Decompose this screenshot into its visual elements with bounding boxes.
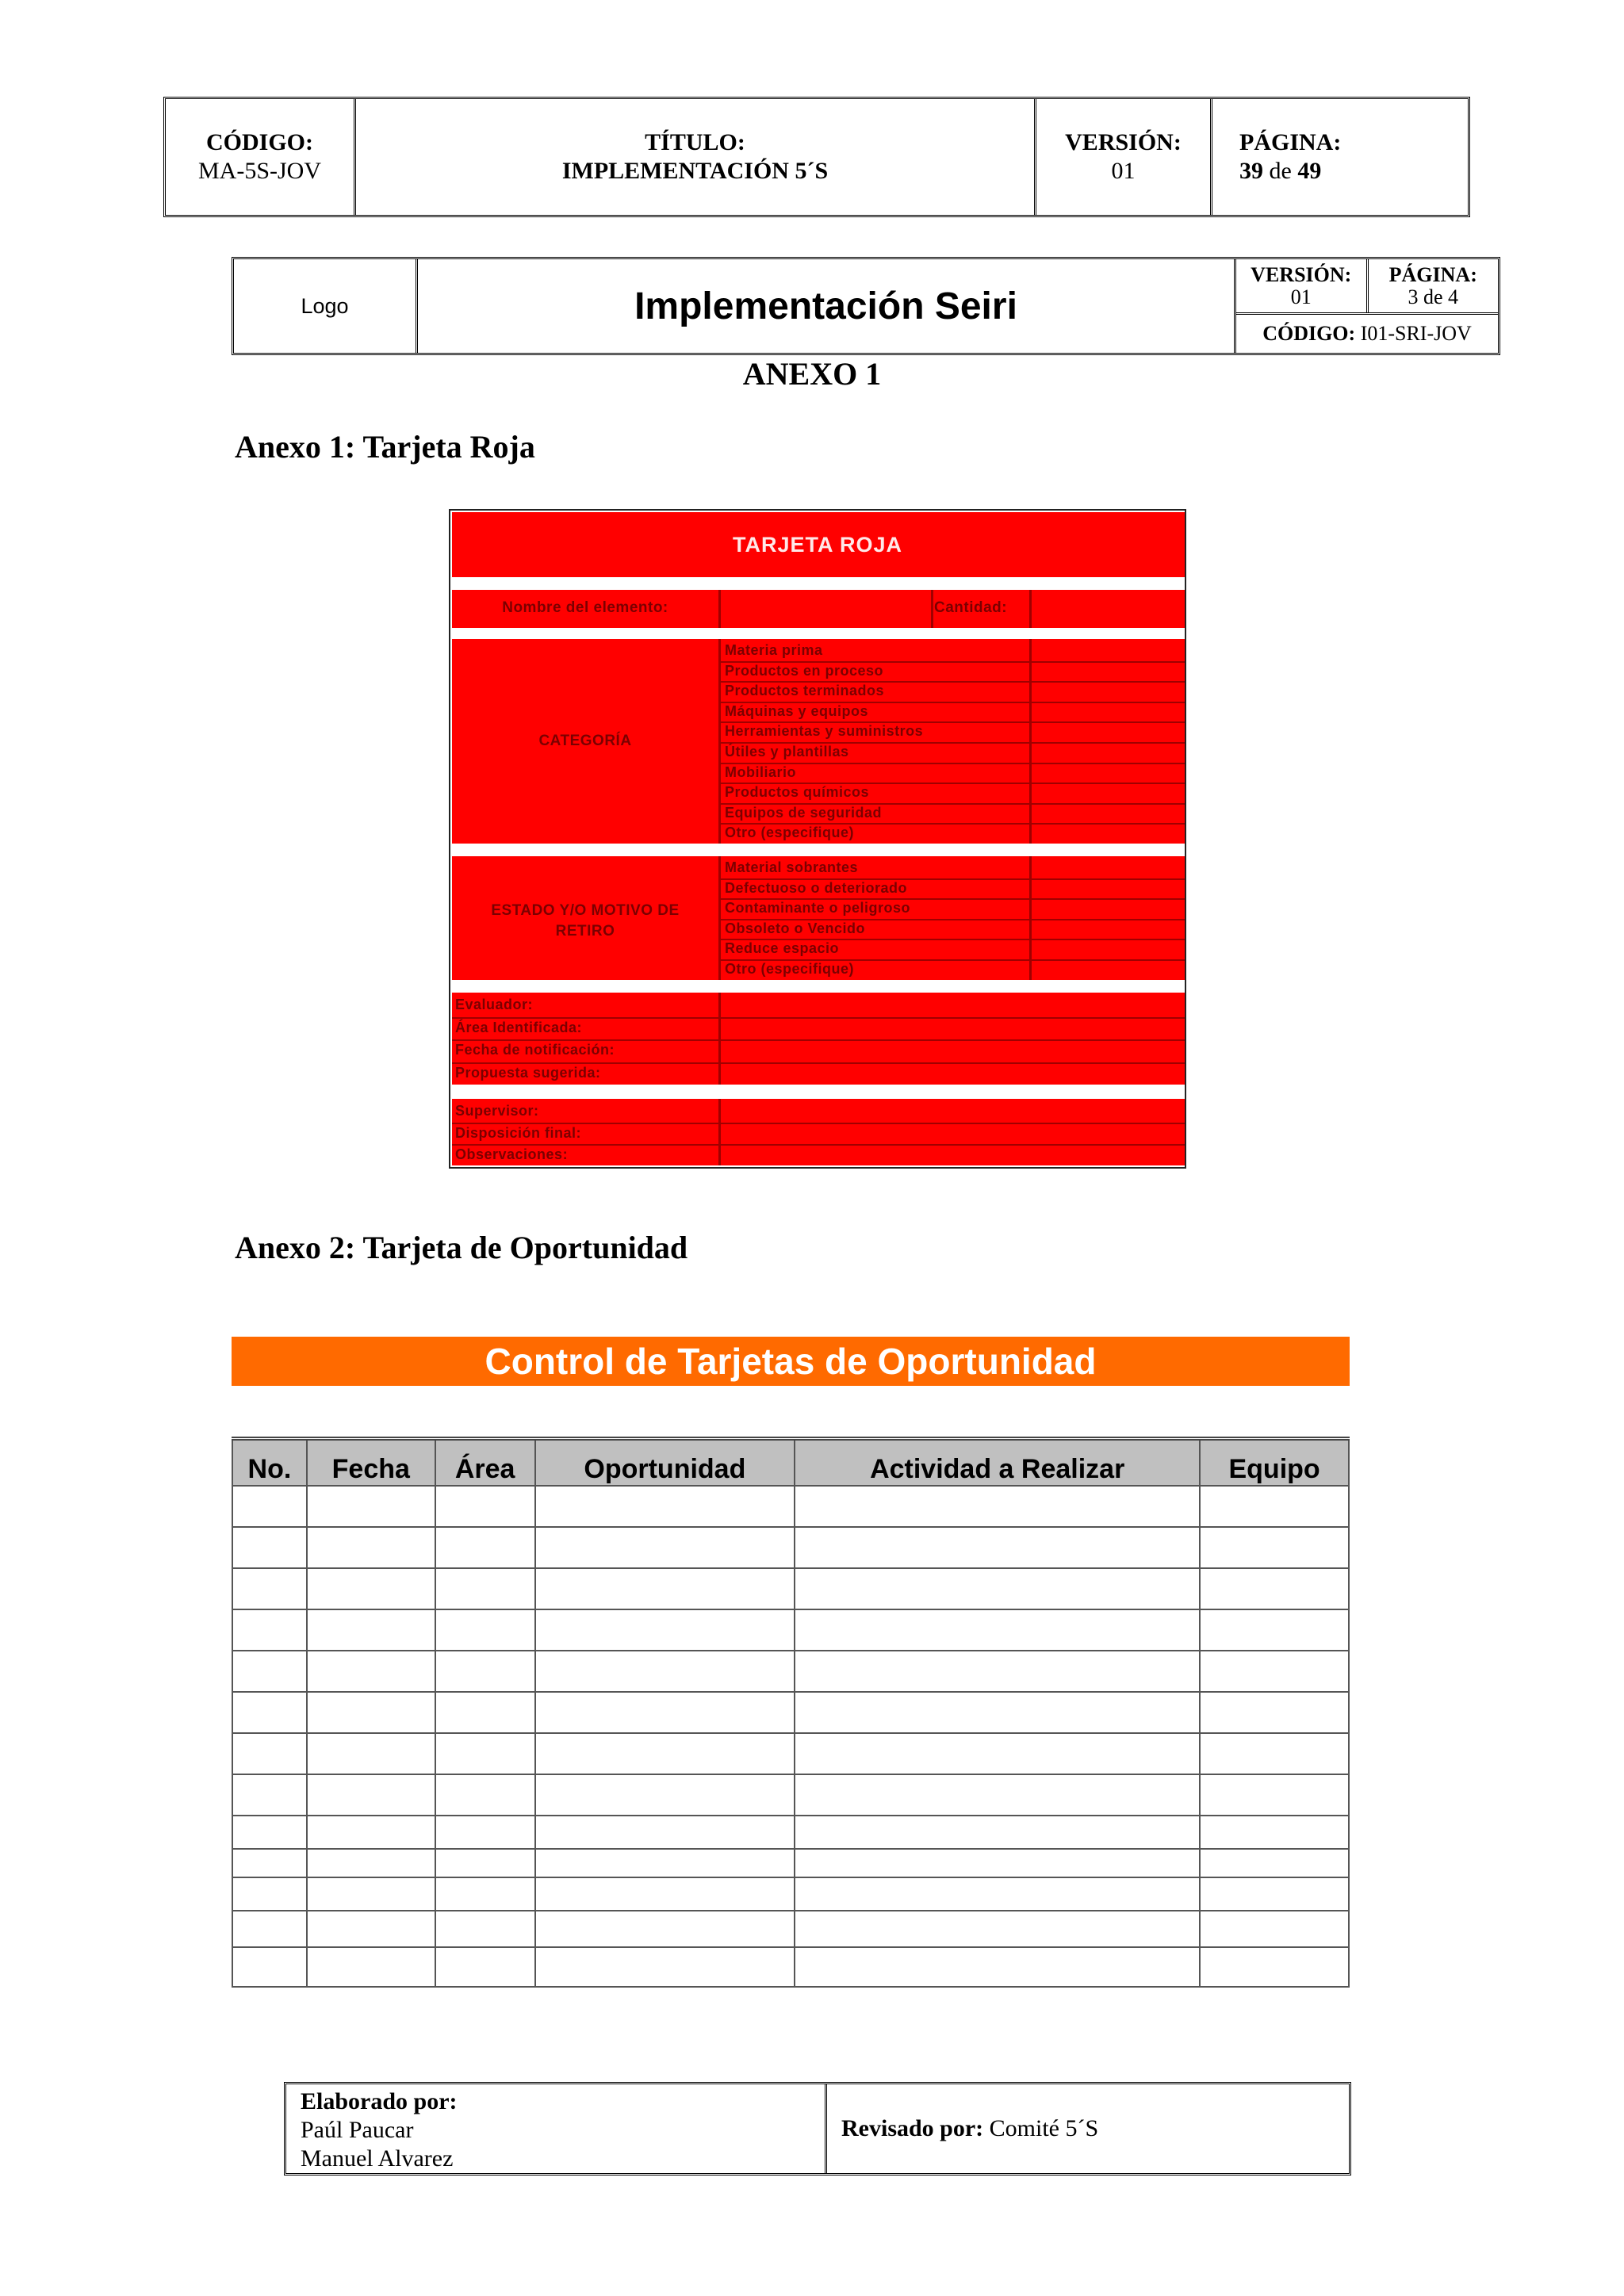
table-cell[interactable] bbox=[535, 1486, 795, 1527]
table-cell[interactable] bbox=[435, 1774, 535, 1816]
procedure-pagina-value: 3 de 4 bbox=[1408, 285, 1459, 308]
estado-item: Material sobrantes bbox=[725, 859, 859, 875]
table-cell[interactable] bbox=[232, 1486, 307, 1527]
table-row bbox=[232, 1651, 1349, 1692]
table-cell[interactable] bbox=[232, 1733, 307, 1774]
table-cell[interactable] bbox=[535, 1609, 795, 1651]
titulo-label: TÍTULO: bbox=[645, 129, 745, 155]
table-cell[interactable] bbox=[232, 1609, 307, 1651]
header-pagina bbox=[1212, 99, 1468, 215]
header-version bbox=[1036, 99, 1212, 215]
table-cell[interactable] bbox=[232, 1692, 307, 1733]
categoria-label: CATEGORÍA bbox=[538, 733, 632, 749]
table-cell[interactable] bbox=[795, 1692, 1200, 1733]
revisado-por bbox=[827, 2084, 1349, 2173]
elaborado-por bbox=[286, 2084, 827, 2173]
table-cell[interactable] bbox=[795, 1568, 1200, 1609]
revisado-value: Comité 5´S bbox=[989, 2115, 1099, 2141]
table-cell[interactable] bbox=[535, 1733, 795, 1774]
table-cell[interactable] bbox=[307, 1692, 435, 1733]
categoria-item: Máquinas y equipos bbox=[725, 702, 869, 719]
table-cell[interactable] bbox=[535, 1877, 795, 1911]
col-no: No. bbox=[232, 1439, 307, 1487]
table-cell[interactable] bbox=[307, 1527, 435, 1568]
pagina-de: de bbox=[1269, 158, 1292, 184]
table-row bbox=[232, 1568, 1349, 1609]
table-row bbox=[232, 1774, 1349, 1816]
table-cell[interactable] bbox=[307, 1947, 435, 1987]
table-cell[interactable] bbox=[307, 1877, 435, 1911]
table-cell[interactable] bbox=[795, 1947, 1200, 1987]
version-value: 01 bbox=[1111, 158, 1136, 184]
anexo-heading: ANEXO 1 bbox=[742, 356, 882, 392]
estado-label-line1: ESTADO Y/O MOTIVO DE bbox=[491, 902, 680, 919]
cantidad-divider-left bbox=[931, 590, 933, 628]
cantidad-label: Cantidad: bbox=[934, 599, 1008, 616]
table-cell[interactable] bbox=[307, 1609, 435, 1651]
control-banner: Control de Tarjetas de Oportunidad bbox=[232, 1337, 1350, 1386]
table-cell[interactable] bbox=[232, 1527, 307, 1568]
table-cell[interactable] bbox=[232, 1774, 307, 1816]
pagina-value bbox=[1239, 157, 1321, 186]
table-cell[interactable] bbox=[1200, 1527, 1349, 1568]
table-cell[interactable] bbox=[307, 1774, 435, 1816]
approval-footer bbox=[284, 2082, 1351, 2175]
col-actividad: Actividad a Realizar bbox=[795, 1439, 1200, 1487]
table-cell[interactable] bbox=[1200, 1877, 1349, 1911]
field-a-item: Fecha de notificación: bbox=[455, 1042, 615, 1058]
categoria-item: Equipos de seguridad bbox=[725, 804, 883, 821]
table-cell[interactable] bbox=[1200, 1568, 1349, 1609]
categoria-item: Otro (especifique) bbox=[725, 825, 855, 841]
table-cell[interactable] bbox=[435, 1527, 535, 1568]
procedure-meta bbox=[1236, 259, 1498, 353]
table-cell[interactable] bbox=[307, 1733, 435, 1774]
procedure-version-label: VERSIÓN: bbox=[1251, 262, 1352, 286]
table-cell[interactable] bbox=[307, 1486, 435, 1527]
table-cell[interactable] bbox=[795, 1486, 1200, 1527]
procedure-title: Implementación Seiri bbox=[418, 259, 1236, 353]
table-cell[interactable] bbox=[535, 1911, 795, 1947]
table-cell[interactable] bbox=[435, 1947, 535, 1987]
col-oportunidad: Oportunidad bbox=[535, 1439, 795, 1487]
table-cell[interactable] bbox=[1200, 1911, 1349, 1947]
table-cell[interactable] bbox=[307, 1911, 435, 1947]
table-cell[interactable] bbox=[232, 1816, 307, 1849]
anexo2-title: Anexo 2: Tarjeta de Oportunidad bbox=[235, 1230, 688, 1265]
table-cell[interactable] bbox=[232, 1849, 307, 1877]
table-cell[interactable] bbox=[232, 1947, 307, 1987]
table-cell[interactable] bbox=[232, 1877, 307, 1911]
field-b-item: Disposición final: bbox=[455, 1124, 582, 1141]
col-equipo: Equipo bbox=[1200, 1439, 1349, 1487]
table-row bbox=[232, 1692, 1349, 1733]
table-cell[interactable] bbox=[1200, 1733, 1349, 1774]
anexo1-title: Anexo 1: Tarjeta Roja bbox=[235, 429, 535, 465]
field-a-row-line bbox=[452, 1039, 1185, 1041]
cantidad-divider-right bbox=[1029, 590, 1032, 628]
table-row bbox=[232, 1486, 1349, 1527]
field-a-row-line bbox=[452, 1062, 1185, 1064]
table-cell[interactable] bbox=[1200, 1651, 1349, 1692]
table-cell[interactable] bbox=[1200, 1609, 1349, 1651]
table-cell[interactable] bbox=[435, 1609, 535, 1651]
table-cell[interactable] bbox=[795, 1527, 1200, 1568]
table-cell[interactable] bbox=[535, 1816, 795, 1849]
elaborado-name-1: Paúl Paucar bbox=[301, 2117, 414, 2143]
tarjeta-roja-card bbox=[449, 509, 1186, 1169]
field-b-row-line bbox=[452, 1144, 1185, 1146]
table-cell[interactable] bbox=[1200, 1947, 1349, 1987]
fields-a-divider bbox=[718, 993, 721, 1085]
field-a-item: Área Identificada: bbox=[455, 1019, 583, 1035]
table-cell[interactable] bbox=[435, 1568, 535, 1609]
procedure-version-value: 01 bbox=[1290, 285, 1312, 308]
table-cell[interactable] bbox=[795, 1609, 1200, 1651]
nombre-label: Nombre del elemento: bbox=[502, 599, 668, 616]
table-cell[interactable] bbox=[795, 1733, 1200, 1774]
col-fecha: Fecha bbox=[307, 1439, 435, 1487]
table-row bbox=[232, 1849, 1349, 1877]
categoria-item: Herramientas y suministros bbox=[725, 723, 924, 740]
control-table bbox=[232, 1437, 1350, 1988]
estado-label-line2: RETIRO bbox=[555, 923, 615, 939]
procedure-header bbox=[232, 257, 1500, 355]
table-cell[interactable] bbox=[435, 1911, 535, 1947]
table-cell[interactable] bbox=[435, 1486, 535, 1527]
categoria-item: Mobiliario bbox=[725, 763, 796, 780]
revisado-label: Revisado por: bbox=[841, 2115, 984, 2141]
titulo-value: IMPLEMENTACIÓN 5´S bbox=[561, 158, 829, 184]
elaborado-name-2: Manuel Alvarez bbox=[301, 2145, 454, 2172]
table-cell[interactable] bbox=[232, 1651, 307, 1692]
categoria-item: Productos terminados bbox=[725, 683, 885, 699]
table-cell[interactable] bbox=[435, 1816, 535, 1849]
table-cell[interactable] bbox=[1200, 1849, 1349, 1877]
estado-item: Contaminante o peligroso bbox=[725, 900, 911, 916]
table-cell[interactable] bbox=[535, 1849, 795, 1877]
table-cell[interactable] bbox=[232, 1568, 307, 1609]
procedure-codigo bbox=[1236, 315, 1498, 353]
codigo-value: MA-5S-JOV bbox=[197, 158, 321, 184]
field-a-item: Evaluador: bbox=[455, 997, 534, 1012]
procedure-codigo-label: CÓDIGO: bbox=[1262, 322, 1356, 345]
header-codigo bbox=[166, 99, 356, 215]
table-cell[interactable] bbox=[1200, 1816, 1349, 1849]
col-area: Área bbox=[435, 1439, 535, 1487]
estado-item: Defectuoso o deteriorado bbox=[725, 879, 908, 896]
table-cell[interactable] bbox=[795, 1651, 1200, 1692]
tarjeta-roja-title: TARJETA ROJA bbox=[732, 533, 902, 557]
field-b-item: Supervisor: bbox=[455, 1103, 539, 1119]
categoria-divider bbox=[718, 639, 721, 844]
categoria-item: Materia prima bbox=[725, 642, 823, 658]
table-cell[interactable] bbox=[307, 1816, 435, 1849]
table-cell[interactable] bbox=[535, 1692, 795, 1733]
table-row bbox=[232, 1816, 1349, 1849]
table-row bbox=[232, 1527, 1349, 1568]
table-cell[interactable] bbox=[535, 1651, 795, 1692]
table-cell[interactable] bbox=[307, 1651, 435, 1692]
field-b-item: Observaciones: bbox=[455, 1146, 569, 1162]
table-row bbox=[232, 1733, 1349, 1774]
categoria-item: Productos químicos bbox=[725, 784, 870, 801]
logo-placeholder: Logo bbox=[234, 259, 418, 353]
header-titulo bbox=[356, 99, 1036, 215]
table-cell[interactable] bbox=[307, 1849, 435, 1877]
table-cell[interactable] bbox=[435, 1651, 535, 1692]
categoria-item: Productos en proceso bbox=[725, 662, 884, 679]
table-cell[interactable] bbox=[795, 1877, 1200, 1911]
elaborado-label: Elaborado por: bbox=[301, 2088, 458, 2114]
field-a-row-line bbox=[452, 1017, 1185, 1019]
version-label: VERSIÓN: bbox=[1065, 129, 1182, 155]
table-cell[interactable] bbox=[535, 1774, 795, 1816]
table-cell[interactable] bbox=[307, 1568, 435, 1609]
table-cell[interactable] bbox=[535, 1568, 795, 1609]
table-cell[interactable] bbox=[535, 1947, 795, 1987]
nombre-divider bbox=[718, 590, 721, 628]
table-cell[interactable] bbox=[795, 1774, 1200, 1816]
table-cell[interactable] bbox=[795, 1816, 1200, 1849]
estado-item: Obsoleto o Vencido bbox=[725, 920, 866, 936]
categoria-check-divider bbox=[1029, 639, 1032, 844]
table-row bbox=[232, 1877, 1349, 1911]
table-cell[interactable] bbox=[232, 1911, 307, 1947]
codigo-label: CÓDIGO: bbox=[206, 129, 313, 155]
table-cell[interactable] bbox=[435, 1849, 535, 1877]
table-cell[interactable] bbox=[1200, 1692, 1349, 1733]
field-b-row-line bbox=[452, 1123, 1185, 1124]
categoria-item: Útiles y plantillas bbox=[725, 744, 849, 760]
procedure-version bbox=[1236, 259, 1369, 312]
table-cell[interactable] bbox=[1200, 1486, 1349, 1527]
document-header bbox=[163, 97, 1470, 217]
table-row bbox=[232, 1911, 1349, 1947]
pagina-label: PÁGINA: bbox=[1239, 129, 1342, 155]
table-cell[interactable] bbox=[535, 1527, 795, 1568]
pagina-num: 39 bbox=[1239, 158, 1263, 184]
table-cell[interactable] bbox=[435, 1692, 535, 1733]
fields-b-divider bbox=[718, 1099, 721, 1165]
procedure-pagina-label: PÁGINA: bbox=[1388, 262, 1477, 286]
field-a-item: Propuesta sugerida: bbox=[455, 1064, 601, 1081]
pagina-total: 49 bbox=[1297, 158, 1322, 184]
table-cell[interactable] bbox=[435, 1733, 535, 1774]
control-table-header bbox=[232, 1439, 1349, 1487]
estado-item: Otro (especifique) bbox=[725, 961, 855, 977]
table-cell[interactable] bbox=[435, 1877, 535, 1911]
table-cell[interactable] bbox=[1200, 1774, 1349, 1816]
table-cell[interactable] bbox=[795, 1911, 1200, 1947]
table-row bbox=[232, 1609, 1349, 1651]
estado-item: Reduce espacio bbox=[725, 940, 840, 957]
table-row bbox=[232, 1947, 1349, 1987]
table-cell[interactable] bbox=[795, 1849, 1200, 1877]
procedure-codigo-value: I01-SRI-JOV bbox=[1360, 322, 1472, 345]
procedure-pagina bbox=[1369, 259, 1499, 312]
